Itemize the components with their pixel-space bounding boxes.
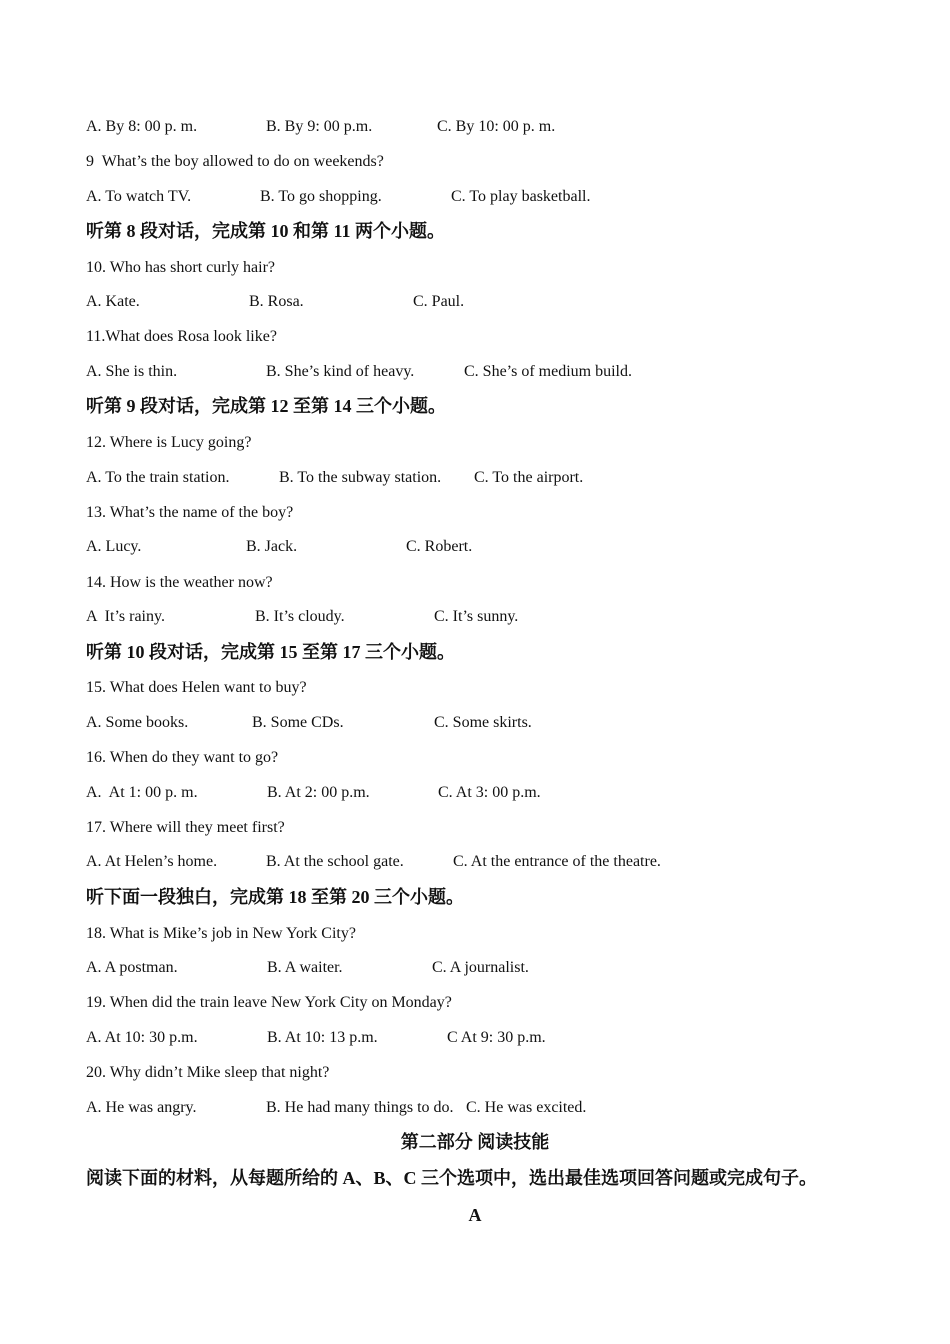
q9-option-c: C. To play basketball. <box>451 188 591 205</box>
q20-option-b: B. He had many things to do. <box>266 1099 454 1116</box>
q12-question: 12. Where is Lucy going? <box>86 434 252 451</box>
q19-option-a: A. At 10: 30 p.m. <box>86 1029 198 1046</box>
q17-option-a: A. At Helen’s home. <box>86 853 218 870</box>
q19-option-b: B. At 10: 13 p.m. <box>267 1029 378 1046</box>
q17-option-c: C. At the entrance of the theatre. <box>453 853 661 870</box>
q10-option-b: B. Rosa. <box>249 293 304 310</box>
q19-option-c: C At 9: 30 p.m. <box>447 1029 546 1046</box>
q14-question: 14. How is the weather now? <box>86 574 273 591</box>
q16-option-b: B. At 2: 00 p.m. <box>267 784 370 801</box>
q8-option-c: C. By 10: 00 p. m. <box>437 118 556 135</box>
q10-option-a: A. Kate. <box>86 293 140 310</box>
q8-option-b: B. By 9: 00 p.m. <box>266 118 373 135</box>
q11-question: 11.What does Rosa look like? <box>86 328 277 345</box>
q17-option-b: B. At the school gate. <box>266 853 404 870</box>
q9-option-a: A. To watch TV. <box>86 188 192 205</box>
q20-option-c: C. He was excited. <box>466 1099 587 1116</box>
part-2-instruction: 阅读下面的材料，从每题所给的 A、B、C 三个选项中，选出最佳选项回答问题或完成句子。 <box>86 1168 817 1188</box>
q18-option-a: A. A postman. <box>86 959 178 976</box>
q16-option-a: A. At 1: 00 p. m. <box>86 784 198 801</box>
q15-option-a: A. Some books. <box>86 714 189 731</box>
q11-option-a: A. She is thin. <box>86 363 178 380</box>
q13-question: 13. What’s the name of the boy? <box>86 504 294 521</box>
q12-option-c: C. To the airport. <box>474 469 584 486</box>
passage-label: A <box>468 1205 482 1225</box>
q12-option-a: A. To the train station. <box>86 469 230 486</box>
part-2-title: 第二部分 阅读技能 <box>400 1132 550 1152</box>
q13-option-c: C. Robert. <box>406 538 473 555</box>
q10-question: 10. Who has short curly hair? <box>86 259 275 276</box>
q14-option-a: A It’s rainy. <box>86 608 165 625</box>
q14-option-b: B. It’s cloudy. <box>255 608 345 625</box>
q9-question: 9 What’s the boy allowed to do on weekends? <box>86 153 384 170</box>
q15-option-b: B. Some CDs. <box>252 714 344 731</box>
q15-option-c: C. Some skirts. <box>434 714 532 731</box>
section-9-heading: 听第 9 段对话，完成第 12 至第 14 三个小题。 <box>86 396 446 416</box>
q13-option-a: A. Lucy. <box>86 538 142 555</box>
q9-option-b: B. To go shopping. <box>260 188 382 205</box>
section-10-heading: 听第 10 段对话，完成第 15 至第 17 三个小题。 <box>86 642 455 662</box>
q18-option-b: B. A waiter. <box>267 959 343 976</box>
q18-option-c: C. A journalist. <box>432 959 529 976</box>
q15-question: 15. What does Helen want to buy? <box>86 679 307 696</box>
q13-option-b: B. Jack. <box>246 538 298 555</box>
q18-question: 18. What is Mike’s job in New York City? <box>86 925 356 942</box>
q19-question: 19. When did the train leave New York City on Monday? <box>86 994 452 1011</box>
q8-option-a: A. By 8: 00 p. m. <box>86 118 198 135</box>
q11-option-b: B. She’s kind of heavy. <box>266 363 415 380</box>
monologue-heading: 听下面一段独白，完成第 18 至第 20 三个小题。 <box>86 887 464 907</box>
q12-option-b: B. To the subway station. <box>279 469 442 486</box>
q16-question: 16. When do they want to go? <box>86 749 279 766</box>
section-8-heading: 听第 8 段对话，完成第 10 和第 11 两个小题。 <box>86 221 446 241</box>
q17-question: 17. Where will they meet first? <box>86 819 285 836</box>
q11-option-c: C. She’s of medium build. <box>464 363 632 380</box>
q10-option-c: C. Paul. <box>413 293 465 310</box>
q16-option-c: C. At 3: 00 p.m. <box>438 784 541 801</box>
q20-question: 20. Why didn’t Mike sleep that night? <box>86 1064 330 1081</box>
q14-option-c: C. It’s sunny. <box>434 608 519 625</box>
q20-option-a: A. He was angry. <box>86 1099 197 1116</box>
